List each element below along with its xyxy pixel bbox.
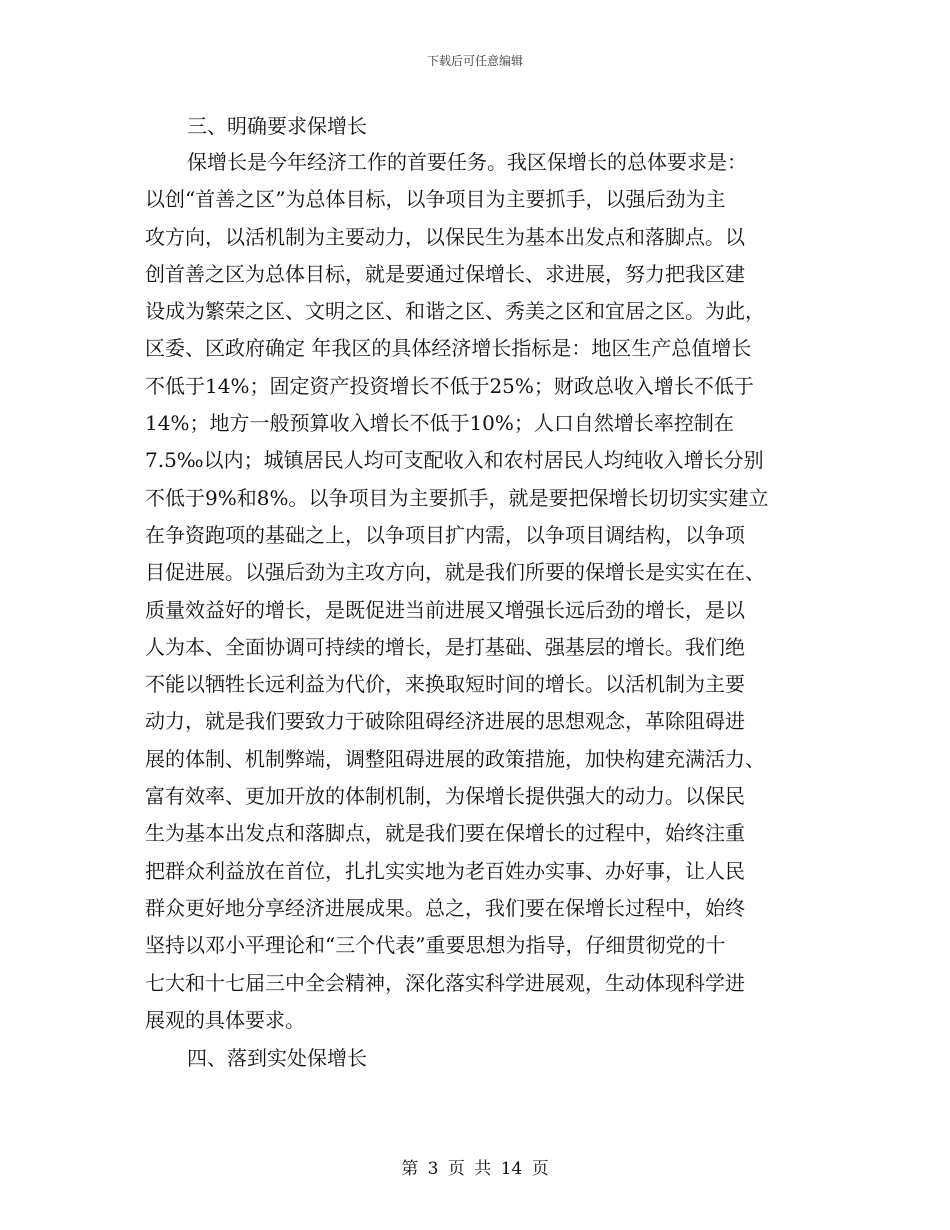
- paragraph-line: 把群众利益放在首位，扎扎实实地为老百姓办实事、办好事，让人民: [145, 858, 745, 883]
- section-4-heading: 四、落到实处保增长: [187, 1046, 367, 1071]
- paragraph-line: 群众更好地分享经济进展成果。总之，我们要在保增长过程中，始终: [145, 895, 745, 920]
- paragraph-line: 区委、区政府确定 年我区的具体经济增长指标是：地区生产总值增长: [145, 336, 752, 361]
- paragraph-line: 14%；地方一般预算收入增长不低于10%；人口自然增长率控制在: [145, 411, 734, 436]
- paragraph-line: 富有效率、更加开放的体制机制，为保增长提供强大的动力。以保民: [145, 784, 745, 809]
- paragraph-line: 以创“首善之区”为总体目标，以争项目为主要抓手，以强后劲为主: [145, 187, 726, 212]
- page-header: 下载后可任意编辑: [426, 54, 523, 68]
- paragraph-line: 目促进展。以强后劲为主攻方向，就是我们所要的保增长是实实在在、: [145, 560, 765, 585]
- paragraph-line: 保增长是今年经济工作的首要任务。我区保增长的总体要求是：: [187, 150, 747, 174]
- paragraph-line: 坚持以邓小平理论和“三个代表”重要思想为指导，仔细贯彻党的十: [145, 933, 726, 958]
- paragraph-line: 七大和十七届三中全会精神，深化落实科学进展观，生动体现科学进: [145, 970, 745, 995]
- paragraph-line: 在争资跑项的基础之上，以争项目扩内需，以争项目调结构，以争项: [145, 522, 745, 547]
- paragraph-line: 质量效益好的增长，是既促进当前进展又增强长远后劲的增长，是以: [145, 597, 745, 622]
- paragraph-line: 创首善之区为总体目标，就是要通过保增长、求进展，努力把我区建: [145, 261, 745, 286]
- section-3-heading: 三、明确要求保增长: [187, 114, 367, 138]
- paragraph-line: 7.5‰以内；城镇居民人均可支配收入和农村居民人均纯收入增长分别: [145, 448, 764, 473]
- paragraph-line: 动力，就是我们要致力于破除阻碍经济进展的思想观念，革除阻碍进: [145, 709, 745, 734]
- paragraph-line: 展观的具体要求。: [145, 1007, 305, 1032]
- page-number-footer: 第 3 页 共 14 页: [401, 1159, 549, 1179]
- paragraph-line: 生为基本出发点和落脚点，就是我们要在保增长的过程中，始终注重: [145, 821, 745, 846]
- paragraph-line: 设成为繁荣之区、文明之区、和谐之区、秀美之区和宜居之区。为此，: [145, 299, 765, 324]
- paragraph-line: 展的体制、机制弊端，调整阻碍进展的政策措施，加快构建充满活力、: [145, 746, 765, 771]
- paragraph-line: 人为本、全面协调可持续的增长，是打基础、强基层的增长。我们绝: [145, 634, 745, 659]
- paragraph-line: 攻方向，以活机制为主要动力，以保民生为基本出发点和落脚点。以: [145, 224, 745, 249]
- paragraph-line: 不低于9%和8%。以争项目为主要抓手，就是要把保增长切切实实建立: [145, 485, 769, 510]
- paragraph-line: 不低于14%；固定资产投资增长不低于25%；财政总收入增长不低于: [145, 373, 754, 398]
- paragraph-line: 不能以牺牲长远利益为代价，来换取短时间的增长。以活机制为主要: [145, 672, 745, 697]
- document-body: [145, 108, 807, 1076]
- section-3-paragraph: [145, 144, 807, 1039]
